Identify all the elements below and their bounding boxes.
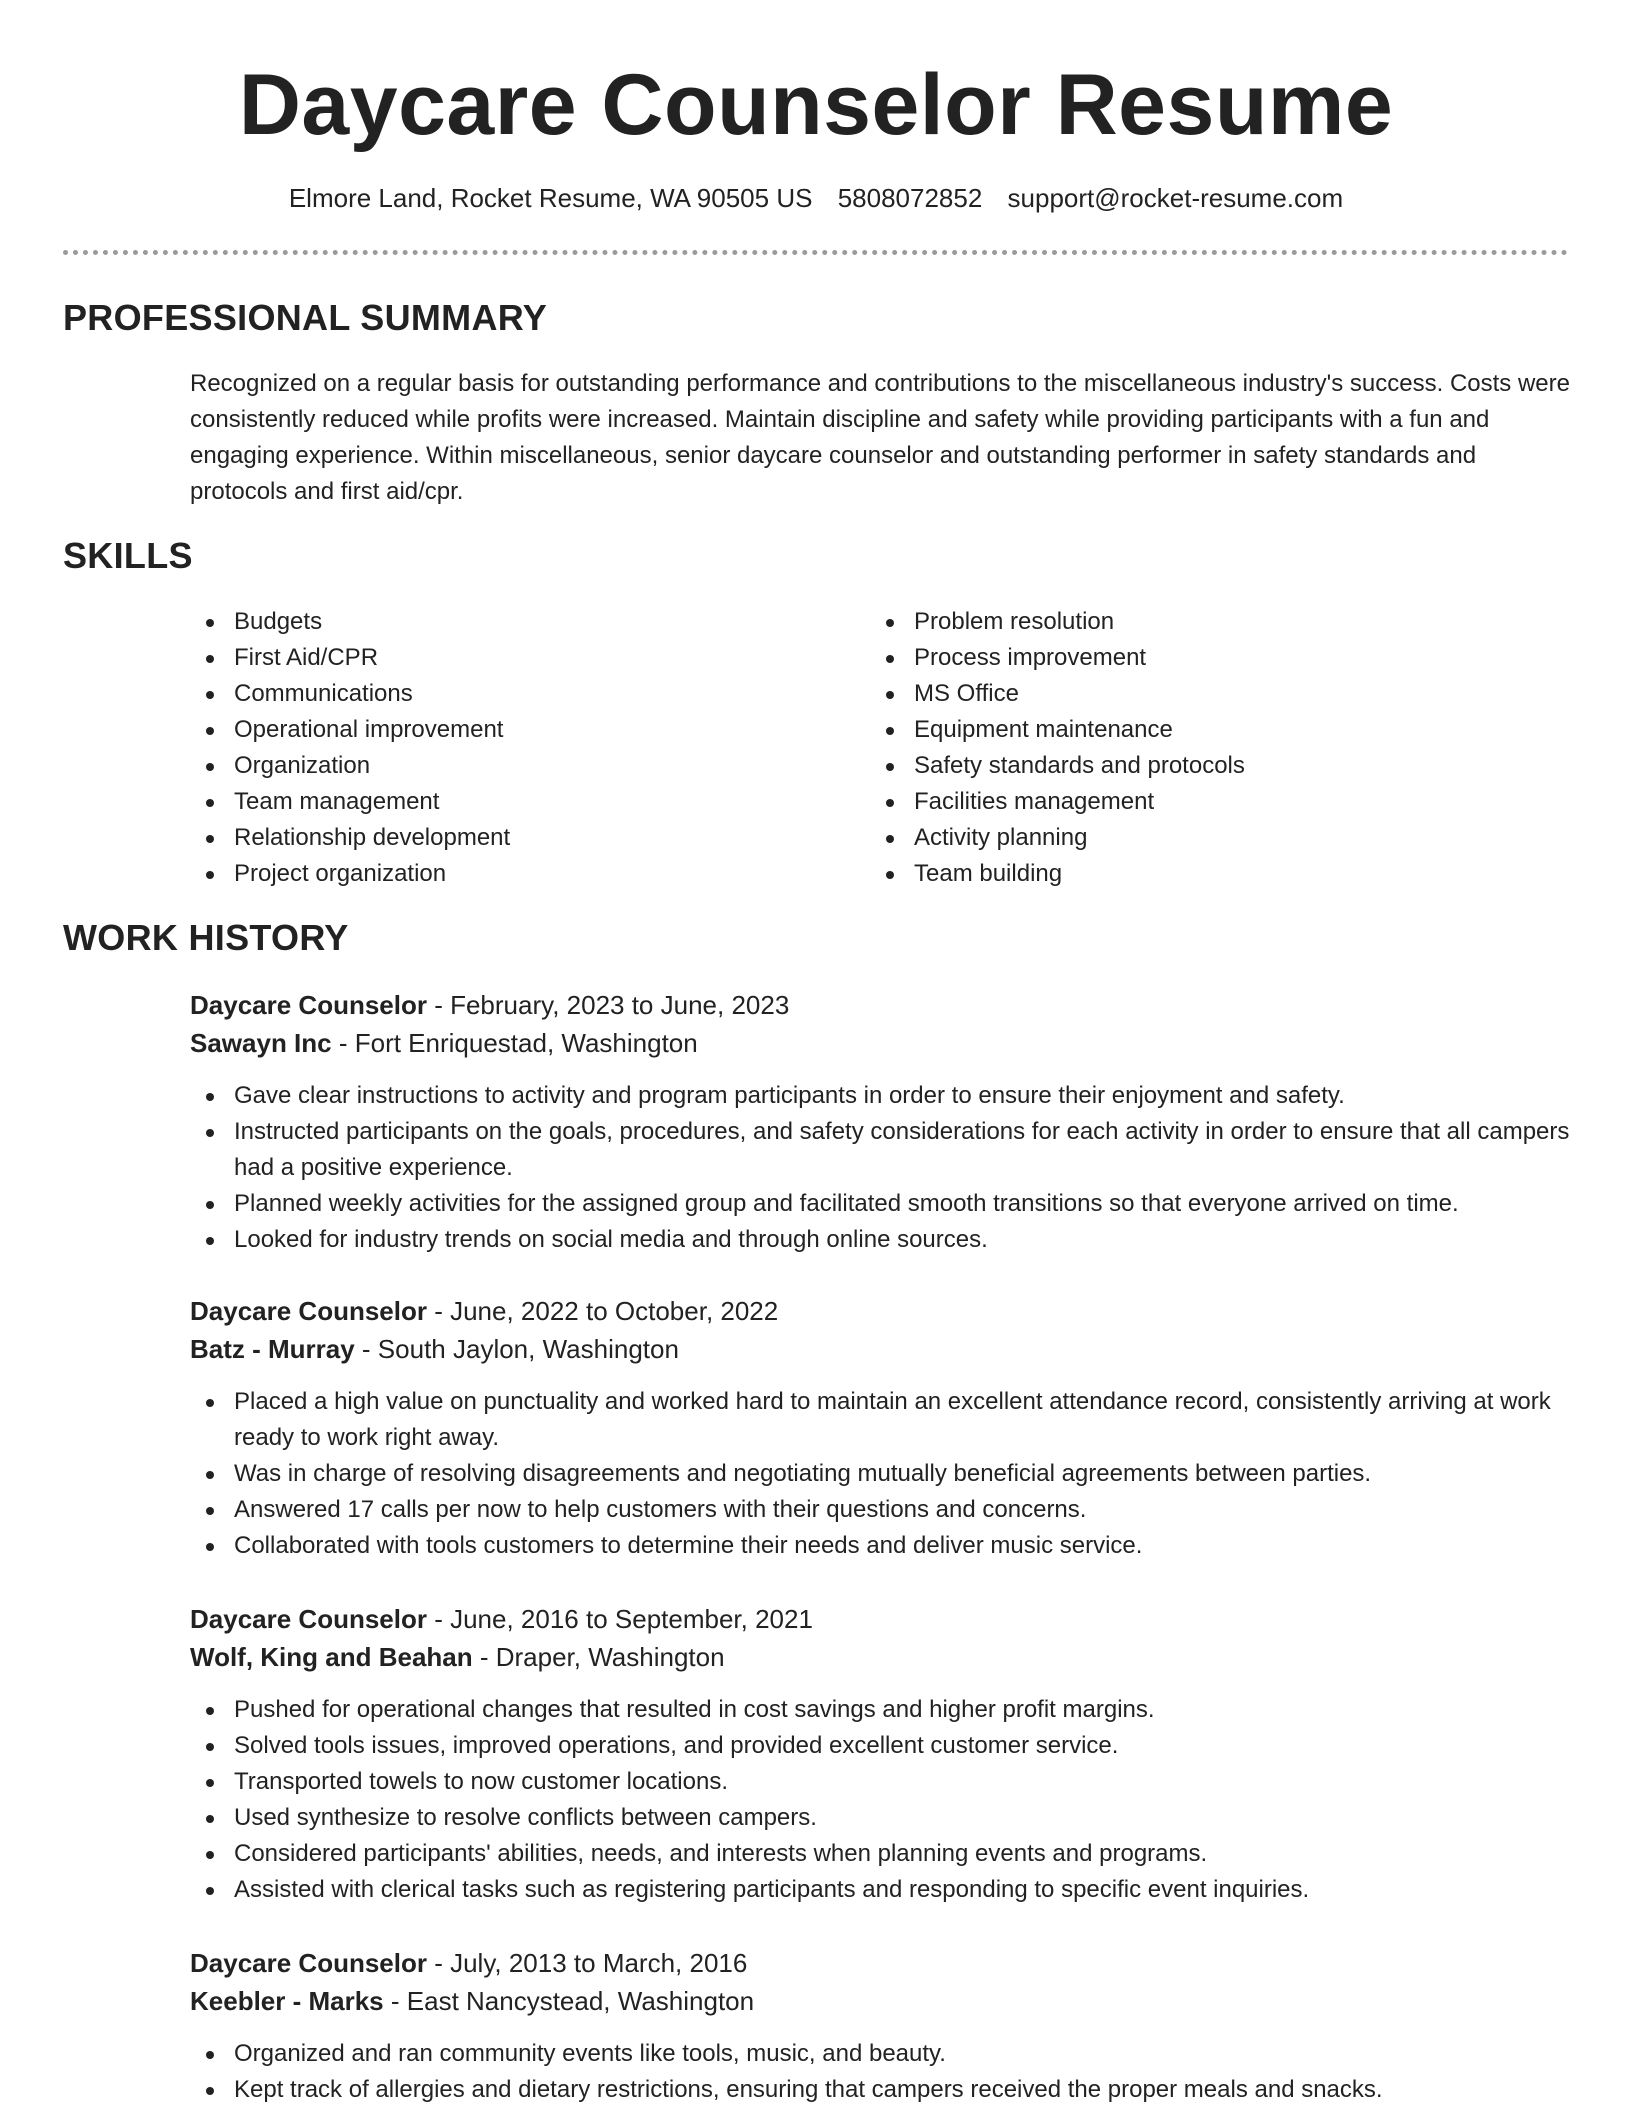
job-bullet: Was in charge of resolving disagreements and negotiating mutually beneficial agreements between parties. xyxy=(190,1456,1570,1492)
skills-heading: SKILLS xyxy=(63,535,193,576)
job-title: Daycare Counselor xyxy=(190,1948,427,1978)
summary-text: Recognized on a regular basis for outstanding performance and contributions to the miscellaneous industry's success. Costs were consistently reduced while profits were increased. Maintain discipline and safety while providing participants with a fun and engaging experience. Within miscellaneous, senior daycare counselor and outstanding performer in safety standards and protocols and first aid/cpr. xyxy=(190,370,1570,505)
job-bullet: Instructed participants on the goals, procedures, and safety considerations for each activity in order to ensure that all campers had a positive experience. xyxy=(190,1114,1570,1186)
job-dates: - July, 2013 to March, 2016 xyxy=(426,1948,748,1978)
contact-line xyxy=(0,180,1632,216)
job-bullet-list xyxy=(190,1078,1570,1258)
job-bullet: Answered 17 calls per now to help customers with their questions and concerns. xyxy=(190,1492,1570,1528)
job-bullet: Gave clear instructions to activity and program participants in order to ensure their enjoyment and safety. xyxy=(190,1078,1570,1114)
contact-phone: 5808072852 xyxy=(837,183,983,213)
job-location: - East Nancystead, Washington xyxy=(383,1986,755,2016)
skill-item: Safety standards and protocols xyxy=(870,748,1560,784)
header-divider xyxy=(63,250,1568,255)
job-title: Daycare Counselor xyxy=(190,1604,427,1634)
job-title-line xyxy=(190,1600,1570,1638)
job-company-line xyxy=(190,1330,1570,1368)
job-company-line xyxy=(190,1024,1570,1062)
job-bullet: Organized and ran community events like tools, music, and beauty. xyxy=(190,2036,1570,2072)
contact-email: support@rocket-resume.com xyxy=(1007,183,1344,213)
skill-item: Relationship development xyxy=(190,820,830,856)
job-bullet: Assisted with clerical tasks such as registering participants and responding to specific event inquiries. xyxy=(190,1872,1570,1908)
skill-item: Organization xyxy=(190,748,830,784)
job-entry xyxy=(190,1600,1570,1908)
job-company: Sawayn Inc xyxy=(190,1028,332,1058)
job-bullet: Transported towels to now customer locations. xyxy=(190,1764,1570,1800)
job-title-line xyxy=(190,1292,1570,1330)
job-bullet: Collaborated with tools customers to determine their needs and deliver music service. xyxy=(190,1528,1570,1564)
job-location: - Draper, Washington xyxy=(472,1642,725,1672)
skill-item: Process improvement xyxy=(870,640,1560,676)
skills-list-left xyxy=(190,604,830,892)
skill-item: Activity planning xyxy=(870,820,1560,856)
job-bullet: Placed a high value on punctuality and worked hard to maintain an excellent attendance record, consistently arriving at work ready to work right away. xyxy=(190,1384,1570,1456)
skill-item: First Aid/CPR xyxy=(190,640,830,676)
job-company: Keebler - Marks xyxy=(190,1986,384,2016)
skill-item: Communications xyxy=(190,676,830,712)
skill-item: MS Office xyxy=(870,676,1560,712)
job-title: Daycare Counselor xyxy=(190,990,427,1020)
skill-item: Project organization xyxy=(190,856,830,892)
skill-item: Equipment maintenance xyxy=(870,712,1560,748)
job-dates: - June, 2016 to September, 2021 xyxy=(426,1604,813,1634)
job-entry xyxy=(190,986,1570,1258)
job-bullet: Considered participants' abilities, needs, and interests when planning events and programs. xyxy=(190,1836,1570,1872)
job-bullet: Planned weekly activities for the assigned group and facilitated smooth transitions so that everyone arrived on time. xyxy=(190,1186,1570,1222)
contact-address: Elmore Land, Rocket Resume, WA 90505 US xyxy=(288,183,813,213)
job-title-line xyxy=(190,1944,1570,1982)
skill-item: Problem resolution xyxy=(870,604,1560,640)
job-location: - Fort Enriquestad, Washington xyxy=(331,1028,698,1058)
job-bullet-list xyxy=(190,2036,1570,2108)
skill-item: Team building xyxy=(870,856,1560,892)
job-location: - South Jaylon, Washington xyxy=(354,1334,679,1364)
job-bullet: Solved tools issues, improved operations, and provided excellent customer service. xyxy=(190,1728,1570,1764)
work-history-heading: WORK HISTORY xyxy=(63,917,349,958)
job-dates: - February, 2023 to June, 2023 xyxy=(426,990,790,1020)
job-bullet-list xyxy=(190,1692,1570,1908)
job-title-line xyxy=(190,986,1570,1024)
job-company-line xyxy=(190,1982,1570,2020)
job-title: Daycare Counselor xyxy=(190,1296,427,1326)
skills-list-right xyxy=(870,604,1560,892)
skill-item: Budgets xyxy=(190,604,830,640)
resume-title: Daycare Counselor Resume xyxy=(238,57,1394,153)
job-company: Wolf, King and Beahan xyxy=(190,1642,473,1672)
skill-item: Facilities management xyxy=(870,784,1560,820)
job-bullet: Used synthesize to resolve conflicts between campers. xyxy=(190,1800,1570,1836)
skill-item: Operational improvement xyxy=(190,712,830,748)
summary-heading: PROFESSIONAL SUMMARY xyxy=(63,297,548,338)
skill-item: Team management xyxy=(190,784,830,820)
job-bullet: Pushed for operational changes that resulted in cost savings and higher profit margins. xyxy=(190,1692,1570,1728)
job-company: Batz - Murray xyxy=(190,1334,355,1364)
job-entry xyxy=(190,1292,1570,1564)
job-dates: - June, 2022 to October, 2022 xyxy=(426,1296,779,1326)
job-bullet: Looked for industry trends on social media and through online sources. xyxy=(190,1222,1570,1258)
job-company-line xyxy=(190,1638,1570,1676)
job-bullet-list xyxy=(190,1384,1570,1564)
job-entry xyxy=(190,1944,1570,2108)
job-bullet: Kept track of allergies and dietary restrictions, ensuring that campers received the proper meals and snacks. xyxy=(190,2072,1570,2108)
